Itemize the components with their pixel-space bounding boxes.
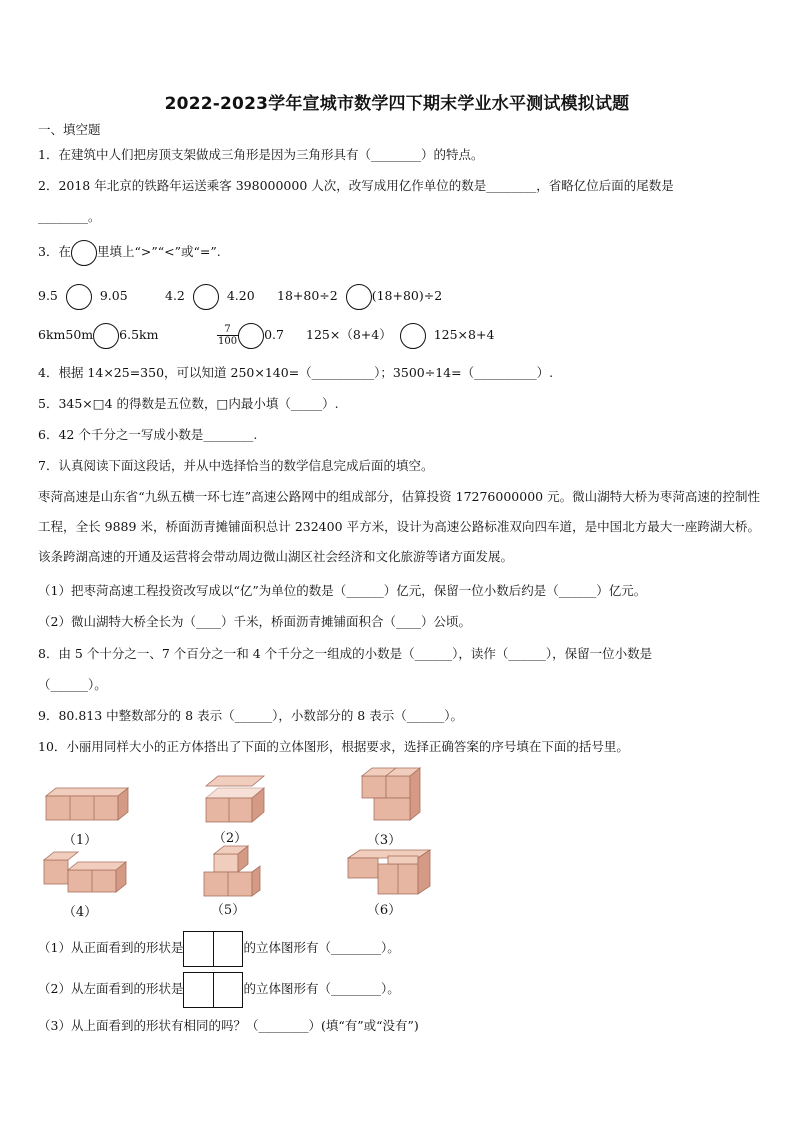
compare-item-e [217, 322, 284, 349]
figure-label-2: （2） [212, 831, 248, 846]
compare-item-c [277, 283, 442, 310]
question-1: 1．在建筑中人们把房顶支架做成三角形是因为三角形具有（________）的特点。 [38, 147, 484, 162]
answer-circle[interactable] [346, 284, 372, 310]
question-3 [38, 239, 221, 266]
question-10-2 [38, 970, 400, 1008]
figure-5-image [204, 846, 260, 896]
compare-right: (18+80)÷2 [371, 288, 443, 303]
compare-item-d [38, 322, 158, 349]
question-4: 4．根据 14×25=350，可以知道 250×140=（__________）；3500÷14=（__________）. [38, 365, 554, 380]
compare-item-a [38, 283, 128, 310]
question-7-1: （1）把枣菏高速工程投资改写成以“亿”为单位的数是（______）亿元，保留一位小数后约是（______）亿元。 [38, 583, 647, 598]
question-8: 8．由 5 个十分之一、7 个百分之一和 4 个千分之一组成的小数是（______），读作（______），保留一位小数是 [38, 646, 653, 661]
question-10-2-pre: （2）从左面看到的形状是 [38, 981, 184, 996]
question-2: 2．2018 年北京的铁路年运送乘客 398000000 人次，改写成用亿作单位的数是________，省略亿位后面的尾数是 [38, 178, 674, 193]
section-heading: 一、填空题 [38, 122, 101, 137]
figure-4-image [44, 852, 126, 892]
answer-circle[interactable] [238, 323, 264, 349]
question-7-passage: 枣菏高速是山东省“九纵五横一环七连”高速公路网中的组成部分，估算投资 17276000000 元。微山湖特大桥为枣菏高速的控制性工程，全长 9889 米，桥面沥青摊铺面积总计 232400 平方米，设计为高速公路标准双向四车道，是中国北方最大一座跨湖大桥。该条跨湖高速的开通及运营将会带动周边微山湖区社会经济和文化旅游等诸方面发展。 [38, 489, 760, 564]
figure-label-5: （5） [210, 903, 246, 918]
question-10-1-pre: （1）从正面看到的形状是 [38, 940, 184, 955]
compare-right: 4.20 [226, 288, 255, 303]
question-10-3: （3）从上面看到的形状有相同的吗？（________）(填“有”或“没有”) [38, 1018, 419, 1033]
question-2-cont: ________。 [38, 209, 101, 224]
answer-circle[interactable] [93, 323, 119, 349]
figure-6-image [348, 850, 430, 894]
question-5: 5．345×□4 的得数是五位数，□内最小填（_____）. [38, 396, 339, 411]
compare-right: 9.05 [99, 288, 128, 303]
compare-item-b [165, 283, 255, 310]
compare-left: 4.2 [165, 288, 185, 303]
compare-right: 125×8+4 [433, 327, 495, 342]
compare-left: 125×（8+4） [306, 327, 392, 342]
question-9: 9．80.813 中整数部分的 8 表示（______），小数部分的 8 表示（______）。 [38, 708, 463, 723]
question-10-2-post: 的立体图形有（________）。 [243, 981, 400, 996]
compare-right: 6.5km [119, 327, 159, 342]
compare-right: 0.7 [264, 327, 284, 342]
figure-3-image [362, 768, 420, 820]
compare-circle-icon [71, 240, 97, 266]
figure-label-3: （3） [366, 833, 402, 848]
question-8-cont: （______）。 [38, 677, 107, 692]
figure-label-4: （4） [62, 905, 98, 920]
figure-1-image [46, 788, 128, 820]
answer-circle[interactable] [66, 284, 92, 310]
question-10: 10．小丽用同样大小的正方体搭出了下面的立体图形，根据要求，选择正确答案的序号填在下面的括号里。 [38, 739, 629, 754]
figure-2-image [206, 776, 264, 822]
figure-label-6: （6） [366, 903, 402, 918]
question-7-2: （2）微山湖特大桥全长为（____）千米，桥面沥青摊铺面积合（____）公顷。 [38, 614, 471, 629]
compare-left: 9.5 [38, 288, 58, 303]
question-7: 7．认真阅读下面这段话，并从中选择恰当的数学信息完成后面的填空。 [38, 458, 434, 473]
compare-left: 6km50m [38, 327, 94, 342]
answer-circle[interactable] [193, 284, 219, 310]
two-square-shape-icon [183, 931, 243, 967]
answer-circle[interactable] [400, 323, 426, 349]
question-3-pre: 3．在 [38, 244, 71, 259]
question-10-1 [38, 929, 400, 967]
exam-title: 2022-2023学年宣城市数学四下期末学业水平测试模拟试题 [164, 94, 630, 114]
question-6: 6．42 个千分之一写成小数是________. [38, 427, 258, 442]
compare-item-f [306, 322, 494, 349]
question-3-post: 里填上“>”“<”或“=”. [96, 244, 221, 259]
fraction: $\frac{7}{100}$ [218, 324, 238, 347]
question-10-1-post: 的立体图形有（________）。 [243, 940, 400, 955]
compare-left: 18+80÷2 [277, 288, 338, 303]
two-square-shape-icon [183, 972, 243, 1008]
figure-label-1: （1） [62, 833, 98, 848]
